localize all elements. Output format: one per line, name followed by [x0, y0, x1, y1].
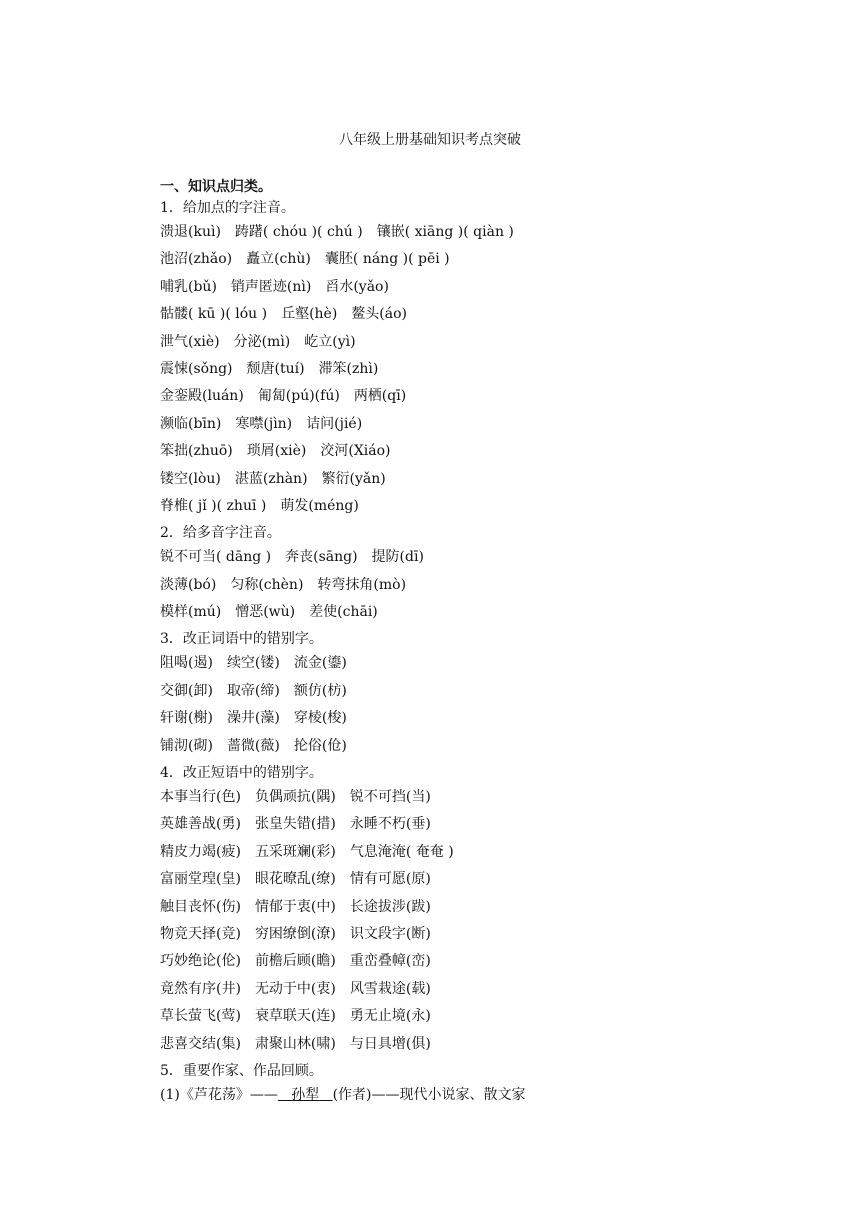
- q1-item: 分泌(mì): [233, 333, 291, 350]
- q1-row: [160, 384, 800, 411]
- q1-item: 滞笨(zhì): [318, 360, 379, 377]
- q4-item: 勇无止境(永): [349, 1008, 431, 1025]
- q1-item: 池沼(zhǎo): [160, 251, 233, 268]
- q1-item: 震悚(sǒng): [160, 360, 233, 377]
- q1-row: [160, 330, 800, 357]
- q3-item: 澡井(藻): [226, 710, 280, 727]
- q4-row: [160, 949, 800, 976]
- q4-list: [160, 785, 800, 1059]
- q3-item: 抡俗(伧): [293, 737, 347, 754]
- q4-item: 巧妙绝论(伦): [160, 953, 241, 970]
- section-heading: 一、知识点归类。: [160, 179, 272, 195]
- q4-row: [160, 922, 800, 949]
- q1-item: 颓唐(tuí): [246, 360, 305, 377]
- q1-item: 匍匐(pú)(fú): [257, 388, 340, 405]
- q4-item: 锐不可挡(当): [349, 789, 431, 806]
- q4-item: 五采斑斓(彩): [254, 843, 336, 860]
- q1-item: 洨河(Xiáo): [320, 443, 391, 460]
- q1-item: 萌发(méng): [280, 497, 359, 514]
- q3-row: [160, 734, 800, 761]
- q2-heading: 2．给多音字注音。: [160, 525, 281, 542]
- q2-item: 模样(mú): [160, 604, 222, 621]
- q4-item: 英雄善战(勇): [160, 816, 241, 833]
- exercise-body: [160, 196, 800, 1110]
- q1-item: 溃退(kuì): [160, 224, 221, 240]
- q3-item: 交御(卸): [160, 682, 213, 699]
- q1-row: [160, 220, 800, 247]
- q2-row: [160, 600, 800, 627]
- q4-row: [160, 977, 800, 1004]
- q5-line-1-prefix: (1)《芦花荡》——: [160, 1086, 278, 1103]
- q3-item: 取帝(缔): [226, 682, 280, 699]
- q3-item: 蔷微(薇): [226, 737, 280, 754]
- q1-heading: 1．给加点的字注音。: [160, 200, 295, 216]
- q1-item: 诘问(jié): [306, 415, 363, 432]
- q3-item: 铺沏(砌): [160, 737, 213, 754]
- q1-item: 金銮殿(luán): [160, 388, 244, 405]
- q2-item: 憎恶(wù): [235, 604, 296, 621]
- q1-item: 笨拙(zhuō): [160, 443, 233, 460]
- q1-row: [160, 357, 800, 384]
- q4-item: 长途拔涉(跋): [349, 898, 431, 915]
- q1-item: 屹立(yì): [304, 333, 356, 350]
- q4-item: 穷困缭倒(潦): [254, 925, 336, 942]
- q4-item: 悲喜交结(集): [160, 1035, 241, 1052]
- q4-item: 与日具增(俱): [349, 1035, 431, 1052]
- q4-item: 张皇失错(措): [254, 816, 336, 833]
- q1-item: 丘壑(hè): [281, 306, 338, 323]
- q1-item: 舀水(yǎo): [325, 278, 389, 295]
- q3-row: [160, 706, 800, 733]
- q4-item: 重峦叠幛(峦): [349, 953, 431, 970]
- q4-item: 情有可愿(原): [349, 871, 431, 888]
- q2-item: 差使(chāi): [309, 604, 378, 621]
- q1-item: 鳌头(áo): [351, 306, 408, 323]
- q5-line-1-answer: 孙犁: [291, 1086, 320, 1103]
- q1-row: [160, 439, 800, 466]
- q4-item: 竟然有序(井): [160, 980, 241, 997]
- q2-item: 淡薄(bó): [160, 576, 217, 593]
- q1-item: 两栖(qī): [353, 388, 407, 405]
- q1-item: 脊椎( jǐ )( zhuī ): [160, 497, 267, 514]
- q1-item: 镂空(lòu): [160, 470, 221, 487]
- q3-row: [160, 651, 800, 678]
- q2-item: 匀称(chèn): [230, 576, 304, 593]
- q4-row: [160, 867, 800, 894]
- q1-row: [160, 302, 800, 329]
- q4-item: 衰草联天(连): [254, 1008, 336, 1025]
- q1-item: 寒噤(jìn): [235, 415, 293, 432]
- q2-item: 提防(dī): [371, 549, 424, 566]
- q1-list: [160, 220, 800, 521]
- q4-item: 前檐后顾(瞻): [254, 953, 336, 970]
- q3-item: 阻喝(遏): [160, 655, 213, 672]
- q1-item: 踌躇( chóu )( chú ): [234, 224, 363, 240]
- q1-item: 湛蓝(zhàn): [234, 470, 308, 487]
- q3-item: 轩谢(榭): [160, 710, 213, 727]
- q5-line-1-suffix: (作者)——现代小说家、散文家: [332, 1086, 526, 1103]
- q1-item: 销声匿迹(nì): [230, 278, 312, 295]
- q4-row: [160, 812, 800, 839]
- q2-row: [160, 545, 800, 572]
- q4-row: [160, 840, 800, 867]
- page-title: 八年级上册基础知识考点突破: [339, 132, 521, 148]
- q1-item: 繁衍(yǎn): [321, 470, 386, 487]
- q4-item: 本事当行(色): [160, 789, 241, 806]
- q3-item: 额仿(枋): [293, 682, 347, 699]
- q1-item: 濒临(bīn): [160, 415, 222, 432]
- q2-item: 转弯抹角(mò): [317, 576, 407, 593]
- q1-item: 泄气(xiè): [160, 333, 220, 350]
- q2-item: 锐不可当( dāng ): [160, 549, 272, 566]
- q2-item: 奔丧(sāng): [285, 549, 358, 566]
- q4-item: 触目丧怀(伤): [160, 898, 241, 915]
- q1-item: 囊胚( náng )( pēi ): [324, 251, 450, 268]
- q4-item: 无动于中(衷): [254, 980, 336, 997]
- q4-item: 物竞天择(竞): [160, 925, 241, 942]
- q1-row: [160, 275, 800, 302]
- q3-item: 穿棱(梭): [293, 710, 347, 727]
- q3-item: 流金(鎏): [293, 655, 347, 672]
- q2-list: [160, 545, 800, 627]
- q2-row: [160, 573, 800, 600]
- q5-line-1: [160, 1083, 800, 1110]
- q1-item: 骷髅( kū )( lóu ): [160, 306, 268, 323]
- q1-row: [160, 247, 800, 274]
- q4-heading: 4．改正短语中的错别字。: [160, 765, 323, 782]
- q4-item: 负偶顽抗(隅): [254, 789, 336, 806]
- q4-item: 草长萤飞(莺): [160, 1008, 241, 1025]
- q4-item: 肃聚山林(啸): [254, 1035, 336, 1052]
- q4-item: 富丽堂瑝(皇): [160, 871, 241, 888]
- q3-list: [160, 651, 800, 761]
- q3-item: 续空(镂): [226, 655, 280, 672]
- q1-row: [160, 494, 800, 521]
- q1-row: [160, 467, 800, 494]
- q1-item: 镶嵌( xiāng )( qiàn ): [376, 224, 514, 240]
- q4-item: 眼花暸乱(缭): [254, 871, 336, 888]
- q3-heading: 3．改正词语中的错别字。: [160, 631, 323, 648]
- q4-row: [160, 1032, 800, 1059]
- q4-row: [160, 785, 800, 812]
- q3-row: [160, 679, 800, 706]
- q4-item: 风雪栽途(载): [349, 980, 431, 997]
- q1-item: 哺乳(bǔ): [160, 278, 217, 295]
- q4-item: 识文段字(断): [349, 925, 431, 942]
- q4-item: 情郁于衷(中): [254, 898, 336, 915]
- q4-item: 永睡不朽(垂): [349, 816, 431, 833]
- q4-item: 气息淹淹( 奄奄 ): [349, 843, 454, 860]
- q4-item: 精皮力竭(疲): [160, 843, 241, 860]
- q1-row: [160, 412, 800, 439]
- q4-row: [160, 1004, 800, 1031]
- q5-heading: 5．重要作家、作品回顾。: [160, 1062, 323, 1079]
- q1-item: 矗立(chù): [246, 251, 311, 268]
- q1-item: 琐屑(xiè): [246, 443, 307, 460]
- q4-row: [160, 895, 800, 922]
